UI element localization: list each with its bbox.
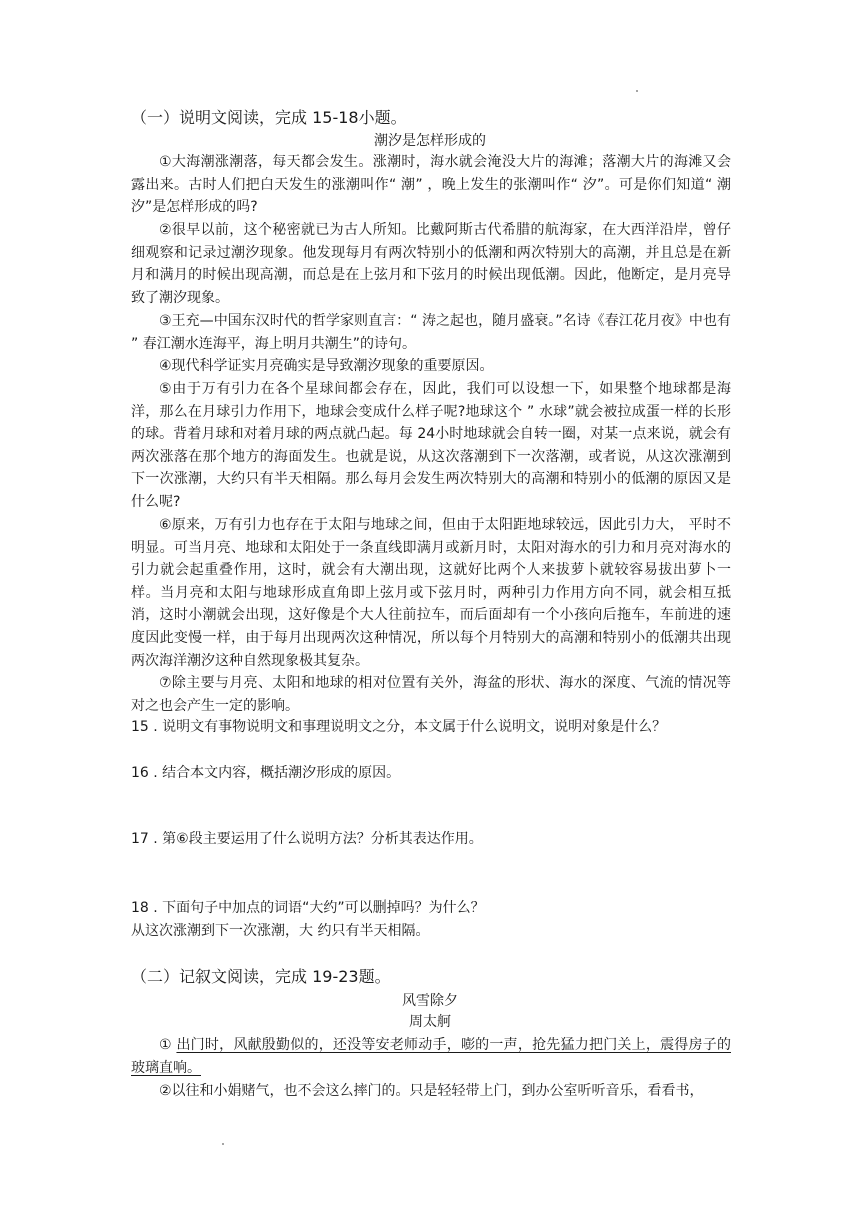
section2-title: 风雪除夕 xyxy=(402,993,458,1009)
paragraph-2: ②很早以前，这个秘密就已为古人所知。比戴阿斯古代希腊的航海家，在大西洋沿岸，曾仔细观察和记录过潮汐现象。他发现每月有两次特别小的低潮和两次特别大的高潮，并且总是在新月和满月的时候出现高潮，而总是在上弦月和下弦月的时候出现低潮。因此，他断定，是月亮导致了潮汐现象。 xyxy=(131,222,731,306)
paragraph-7: ⑦除主要与月亮、太阳和地球的相对位置有关外，海盆的形状、海水的深度、气流的情况等对之也会产生一定的影响。 xyxy=(131,675,731,714)
story-paragraph-1 xyxy=(131,1034,731,1079)
question-16: 16 . 结合本文内容，概括潮汐形成的原因。 xyxy=(131,765,401,781)
paragraph-3: ③王充—中国东汉时代的哲学家则直言：“ 涛之起也，随月盛衰。”名诗《春江花月夜》中也有 ” 春江潮水连海平，海上明月共潮生”的诗句。 xyxy=(131,313,731,352)
question-17: 17 . 第⑥段主要运用了什么说明方法？分析其表达作用。 xyxy=(131,831,483,847)
scan-speck xyxy=(636,90,638,92)
story-paragraph-1-number: ① xyxy=(159,1037,177,1053)
story-paragraph-1-underlined: 出门时，风献殷勤似的，还没等安老师动手，嘭的一声，抢先猛力把门关上，震得房子的玻璃直响。 xyxy=(131,1037,731,1076)
paragraph-1: ①大海潮涨潮落，每天都会发生。涨潮时，海水就会淹没大片的海滩；落潮大片的海滩又会露出来。古时人们把白天发生的涨潮叫作“ 潮” ，晚上发生的张潮叫作“ 汐”。可是你们知道“ 潮汐”是怎样形成的吗? xyxy=(131,154,731,216)
paragraph-4: ④现代科学证实月亮确实是导致潮汐现象的重要原因。 xyxy=(159,358,494,374)
section2-author: 周太舸 xyxy=(409,1014,451,1030)
section2-header: （二）记叙文阅读，完成 19-23题。 xyxy=(131,967,391,986)
question-18-sentence: 从这次涨潮到下一次涨潮，大 约只有半天相隔。 xyxy=(131,923,430,939)
paragraph-5: ⑤由于万有引力在各个星球间都会存在，因此，我们可以设想一下，如果整个地球都是海洋，那么在月球引力作用下，地球会变成什么样子呢?地球这个 ” 水球”就会被拉成蛋一样的长形的球。背着月球和对着月球的两点就凸起。每 24小时地球就会自转一圈，对某一点来说，就会有两次涨落在那个地方的海面发生。也就是说，从这次落潮到下一次落潮，或者说，从这次涨潮到下一次涨潮，大约只有半天相隔。那么每月会发生两次特别大的高潮和特别小的低潮的原因又是什么呢? xyxy=(131,381,731,510)
paragraph-6: ⑥原来，万有引力也存在于太阳与地球之间，但由于太阳距地球较远，因此引力大， 平时不明显。可当月亮、地球和太阳处于一条直线即满月或新月时，太阳对海水的引力和月亮对海水的引力就会起重叠作用，这时，就会有大潮出现，这就好比两个人来拔萝卜就较容易拔出萝卜一样。当月亮和太阳与地球形成直角即上弦月或下弦月时，两种引力作用方向不同，就会相互抵消，这时小潮就会出现，这好像是个大人往前拉车，而后面却有一个小孩向后拖车，车前进的速度因此变慢一样，由于每月出现两次这种情况，所以每个月特别大的高潮和特别小的低潮共出现两次海洋潮汐这种自然现象极其复杂。 xyxy=(131,517,731,669)
question-18: 18 . 下面句子中加点的词语“大约”可以删掉吗？为什么？ xyxy=(131,900,485,916)
story-paragraph-2: ②以往和小娟赌气，也不会这么摔门的。只是轻轻带上门，到办公室听听音乐，看看书， xyxy=(159,1083,704,1099)
section1-header: （一）说明文阅读，完成 15-18小题。 xyxy=(131,108,407,127)
scan-speck xyxy=(222,1143,224,1145)
section1-title: 潮汐是怎样形成的 xyxy=(374,133,486,149)
question-15: 15 . 说明文有事物说明文和事理说明文之分，本文属于什么说明文，说明对象是什么？ xyxy=(131,719,667,735)
